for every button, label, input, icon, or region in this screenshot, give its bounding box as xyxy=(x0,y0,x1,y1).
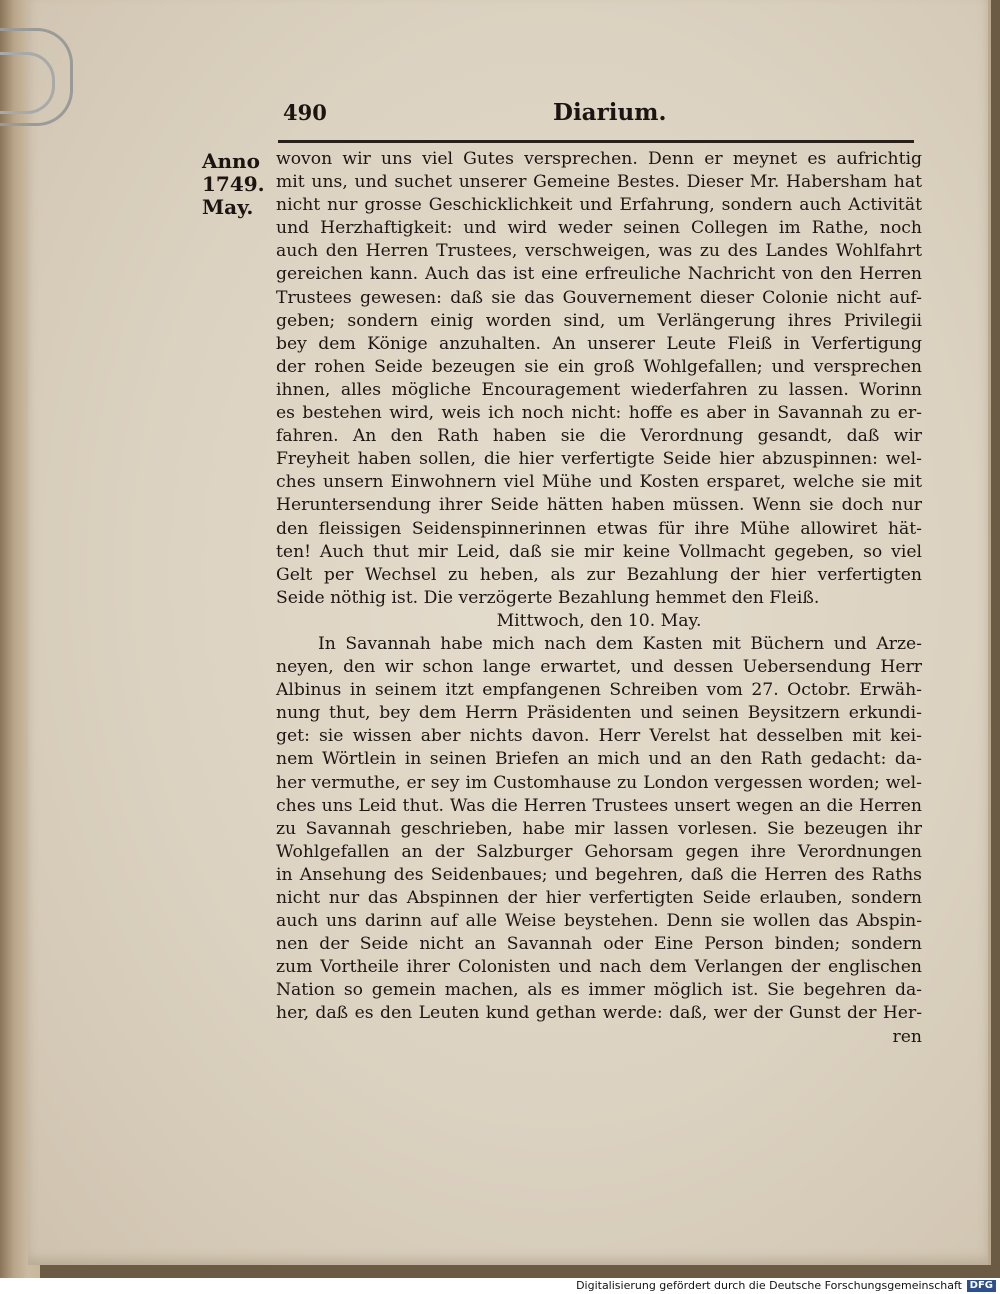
text-line: nem Wörtlein in seinen Briefen an mich und an den Rath gedacht: da- xyxy=(276,749,922,770)
margin-note-line: Anno xyxy=(202,149,260,173)
page-text xyxy=(276,148,922,1049)
text-line: ihnen, alles mögliche Encouragement wiederfahren zu lassen. Worinn xyxy=(276,379,922,400)
text-line: ches unsern Einwohnern viel Mühe und Kosten ersparet, welche sie mit xyxy=(276,472,922,493)
text-line: in Ansehung des Seidenbaues; und begehren, daß die Herren des Raths xyxy=(276,864,922,885)
text-line: es bestehen wird, weis ich noch nicht: hoffe es aber in Savannah zu er- xyxy=(276,403,922,424)
text-line: gereichen kann. Auch das ist eine erfreuliche Nachricht von den Herren xyxy=(276,264,922,285)
text-line: wovon wir uns viel Gutes versprechen. Denn er meynet es aufrichtig xyxy=(276,149,922,169)
text-line: neyen, den wir schon lange erwartet, und dessen Uebersendung Herr xyxy=(276,657,922,678)
text-line: her, daß es den Leuten kund gethan werde: daß, wer der Gunst der Her- xyxy=(276,1003,922,1024)
text-line: Nation so gemein machen, als es immer möglich ist. Sie begehren da- xyxy=(276,980,922,1001)
date-heading: Mittwoch, den 10. May. xyxy=(496,610,702,631)
text-line: ten! Auch thut mir Leid, daß sie mir keine Vollmacht gegeben, so viel xyxy=(276,541,922,562)
text-line: den fleissigen Seidenspinnerinnen etwas für ihre Mühe allowiret hät- xyxy=(276,518,922,539)
text-line: bey dem Könige anzuhalten. An unserer Leute Fleiß in Verfertigung xyxy=(276,333,922,354)
text-line: nung thut, bey dem Herrn Präsidenten und seinen Beysitzern erkundi- xyxy=(276,703,922,724)
text-line: auch den Herren Trustees, verschweigen, was zu des Landes Wohlfahrt xyxy=(276,241,922,262)
text-line: ches uns Leid thut. Was die Herren Trustees unsert wegen an die Herren xyxy=(276,795,922,816)
margin-note-line: May. xyxy=(202,195,254,219)
text-line: Heruntersendung ihrer Seide hätten haben müssen. Wenn sie doch nur xyxy=(276,495,922,516)
dfg-logo: DFG xyxy=(967,1280,996,1292)
text-line: mit uns, und suchet unserer Gemeine Bestes. Dieser Mr. Habersham hat xyxy=(276,172,922,193)
margin-note-line: 1749. xyxy=(202,172,265,196)
text-line: und Herzhaftigkeit: und wird weder seinen Collegen im Rathe, noch xyxy=(276,218,922,239)
running-title: Diarium. xyxy=(553,99,667,126)
text-line: nen der Seide nicht an Savannah oder Eine Person binden; sondern xyxy=(276,934,922,955)
text-line: zu Savannah geschrieben, habe mir lassen vorlesen. Sie bezeugen ihr xyxy=(276,818,922,839)
text-line: get: sie wissen aber nichts davon. Herr Verelst hat desselben mit kei- xyxy=(276,726,922,747)
text-line: der rohen Seide bezeugen sie ein groß Wohlgefallen; und versprechen xyxy=(276,356,922,377)
paper-clip-inner-icon xyxy=(0,52,55,114)
text-line: Gelt per Wechsel zu heben, als zur Bezahlung der hier verfertigten xyxy=(276,564,922,585)
text-line: Trustees gewesen: daß sie das Gouvernement dieser Colonie nicht auf- xyxy=(276,287,922,308)
text-line: auch uns darinn auf alle Weise beystehen. Denn sie wollen das Abspin- xyxy=(276,911,922,932)
margin-note xyxy=(202,150,265,219)
text-line: nicht nur das Abspinnen der hier verfertigten Seide erlauben, sondern xyxy=(276,888,922,908)
text-line: her vermuthe, er sey im Customhause zu London vergessen worden; wel- xyxy=(276,772,922,793)
text-line: Albinus in seinem itzt empfangenen Schreiben vom 27. Octobr. Erwäh- xyxy=(276,680,922,701)
text-line: Freyheit haben sollen, die hier verfertigte Seide hier abzuspinnen: wel- xyxy=(276,449,922,470)
catchword: ren xyxy=(892,1026,922,1047)
text-line: Wohlgefallen an der Salzburger Gehorsam gegen ihre Verordnungen xyxy=(276,841,922,862)
text-line: zum Vortheile ihrer Colonisten und nach dem Verlangen der englischen xyxy=(276,957,922,978)
header-rule xyxy=(278,140,914,143)
text-line: fahren. An den Rath haben sie die Verordnung gesandt, daß wir xyxy=(276,426,922,447)
page-number: 490 xyxy=(283,100,327,125)
text-line: nicht nur grosse Geschicklichkeit und Erfahrung, sondern auch Activität xyxy=(276,195,922,216)
text-line: Seide nöthig ist. Die verzögerte Bezahlung hemmet den Fleiß. xyxy=(276,587,820,608)
text-line: geben; sondern einig worden sind, um Verlängerung ihres Privilegii xyxy=(276,310,922,331)
footer-credit: Digitalisierung gefördert durch die Deutsche Forschungsgemeinschaft xyxy=(576,1279,962,1292)
text-line: In Savannah habe mich nach dem Kasten mit Büchern und Arze- xyxy=(318,633,922,654)
